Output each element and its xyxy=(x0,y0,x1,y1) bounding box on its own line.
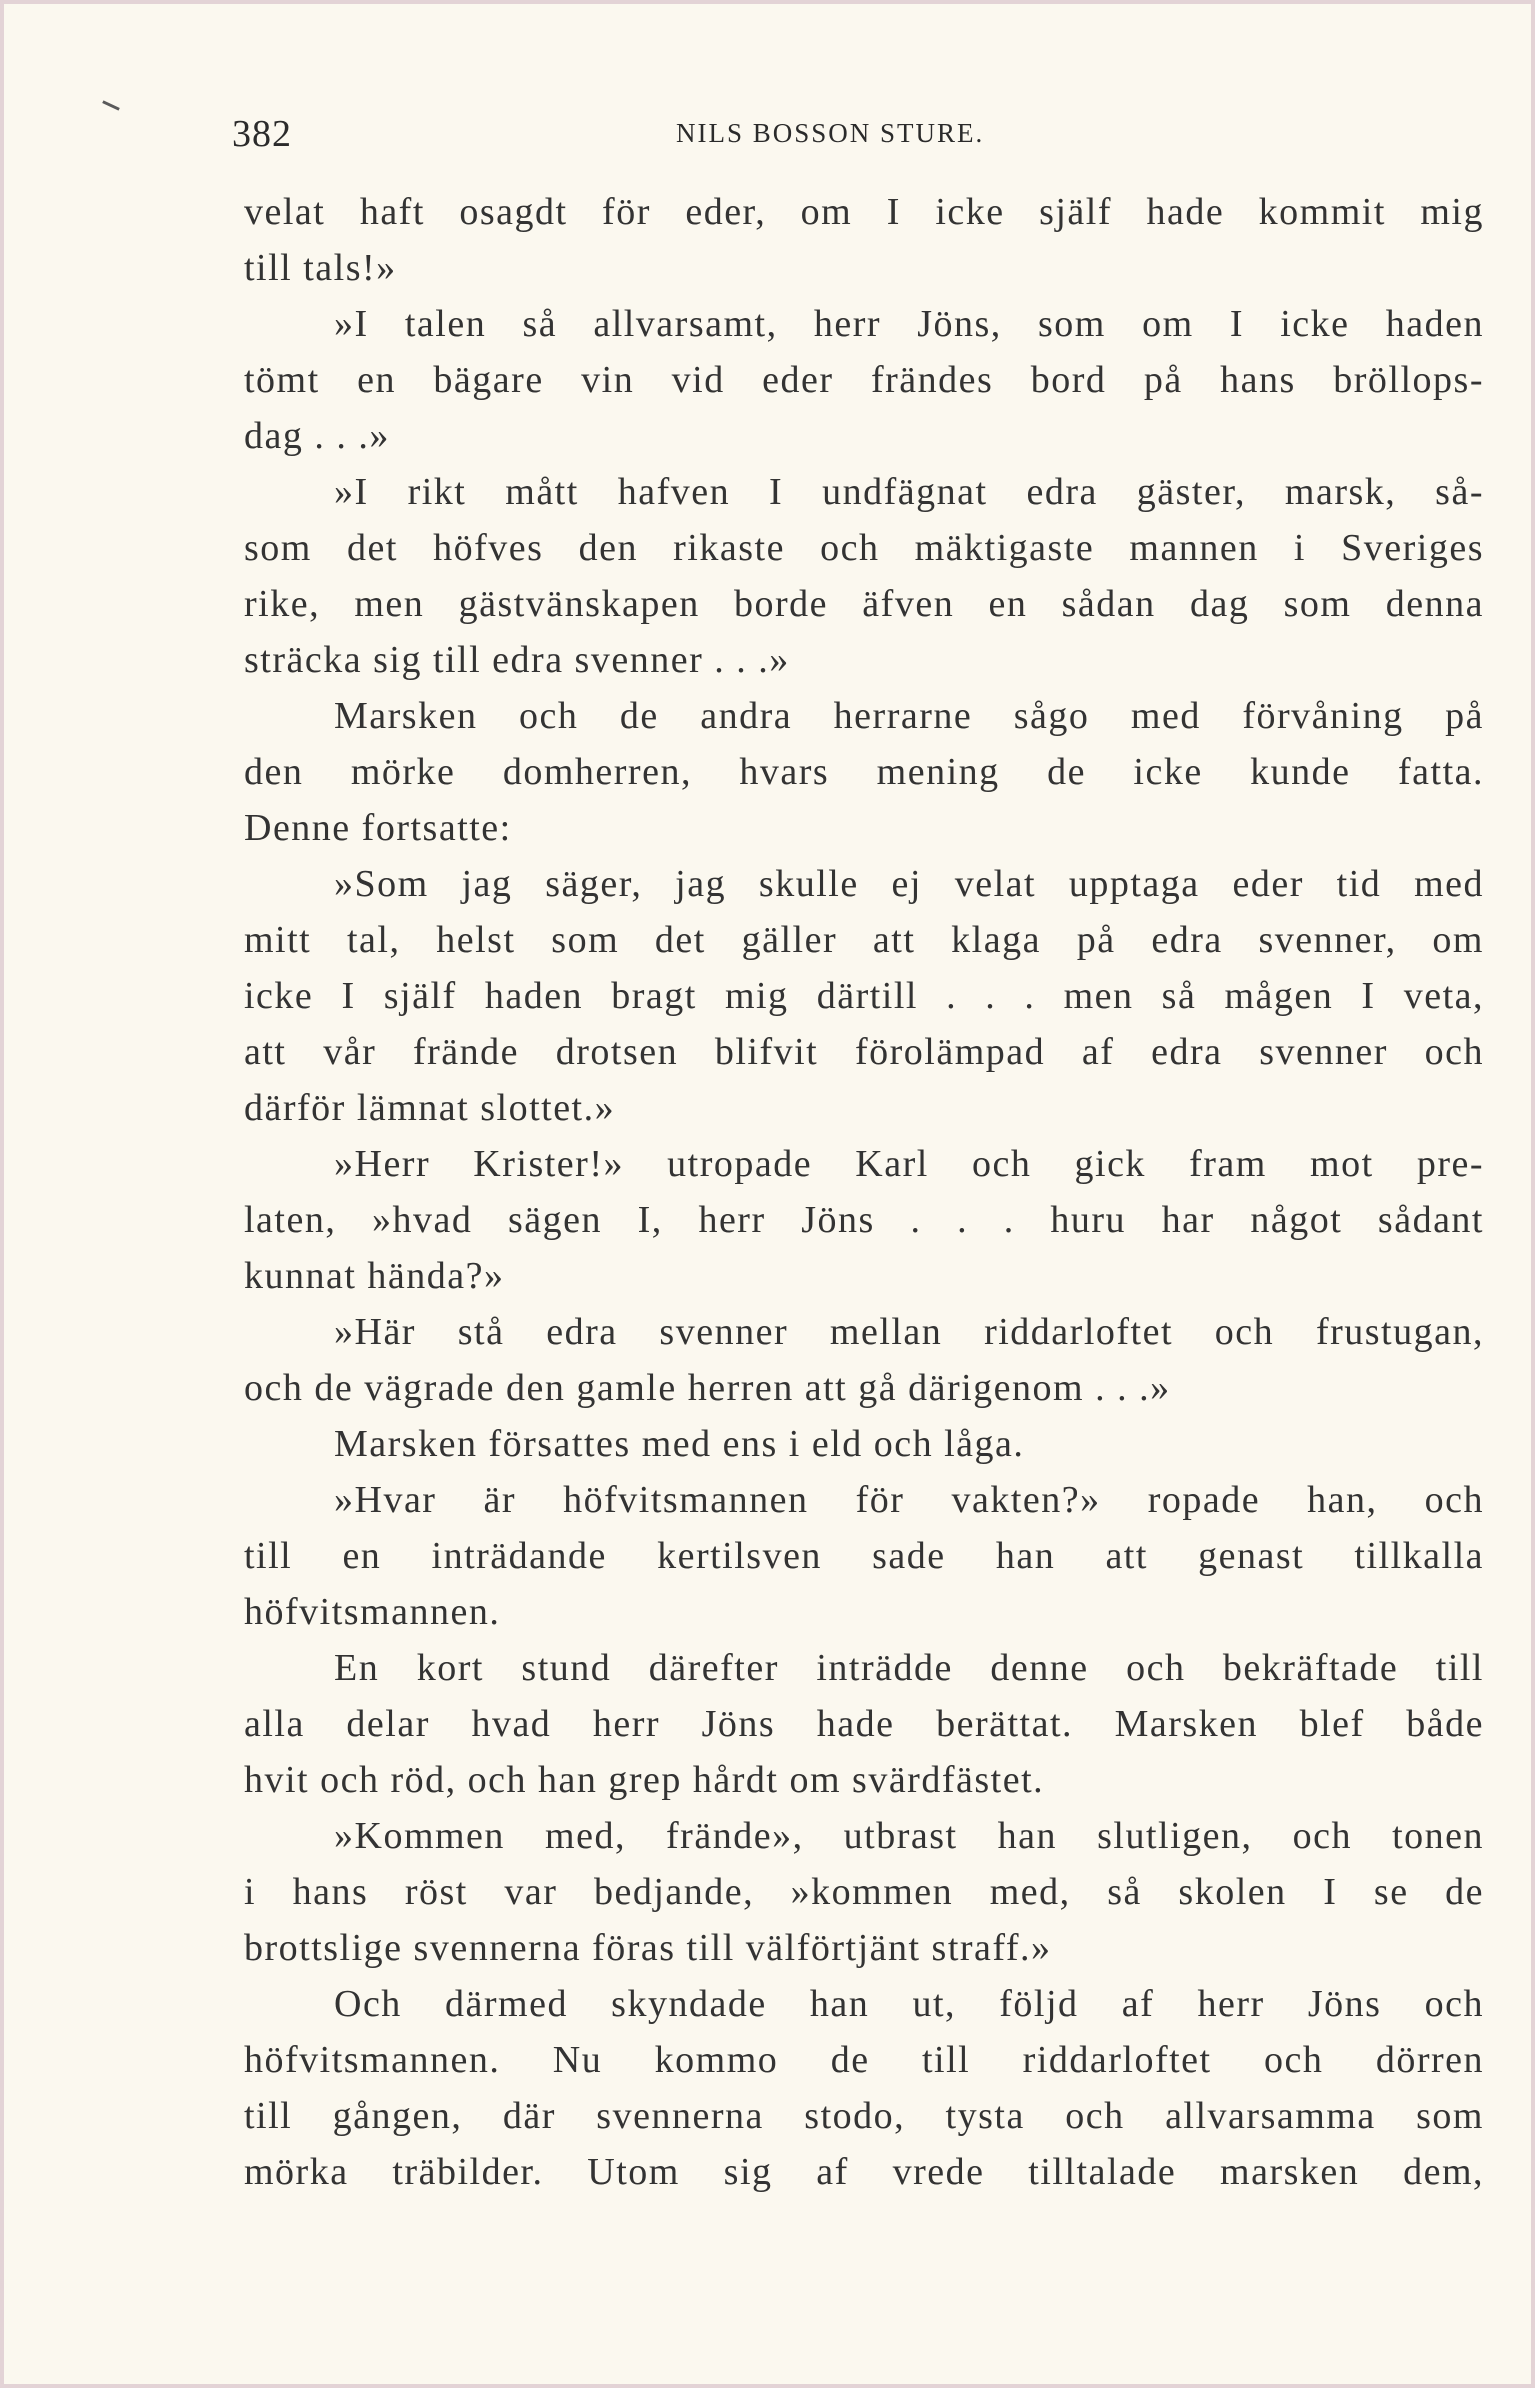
text-line: till tals!» xyxy=(244,247,397,289)
text-line: velat haft osagdt för eder, om I icke själf hade kommit mig xyxy=(244,191,1484,233)
text-line: »Hvar är höfvitsmannen för vakten?» ropade han, och xyxy=(334,1479,1484,1521)
text-line: icke I själf haden bragt mig därtill . . . men så mågen I veta, xyxy=(244,975,1484,1017)
text-line: Marsken försattes med ens i eld och låga. xyxy=(334,1423,1025,1465)
text-line: mitt tal, helst som det gäller att klaga på edra svenner, om xyxy=(244,919,1484,961)
text-line: »Kommen med, frände», utbrast han slutligen, och tonen xyxy=(334,1815,1484,1857)
text-line: därför lämnat slottet.» xyxy=(244,1087,616,1129)
text-line: sträcka sig till edra svenner . . .» xyxy=(244,639,790,681)
running-title: NILS BOSSON STURE. xyxy=(676,118,985,148)
text-line: höfvitsmannen. Nu kommo de till riddarloftet och dörren xyxy=(244,2039,1484,2081)
text-line: höfvitsmannen. xyxy=(244,1591,501,1633)
text-line: till gången, där svennerna stodo, tysta och allvarsamma som xyxy=(244,2095,1484,2137)
text-line: till en inträdande kertilsven sade han att genast tillkalla xyxy=(244,1535,1484,1577)
margin-mark xyxy=(102,100,120,110)
text-line: »Herr Krister!» utropade Karl och gick fram mot pre- xyxy=(334,1143,1484,1185)
text-line: alla delar hvad herr Jöns hade berättat. Marsken blef både xyxy=(244,1703,1484,1745)
text-line: brottslige svennerna föras till välförtjänt straff.» xyxy=(244,1927,1052,1969)
text-line: mörka träbilder. Utom sig af vrede tilltalade marsken dem, xyxy=(244,2151,1484,2193)
text-line: »Här stå edra svenner mellan riddarloftet och frustugan, xyxy=(334,1311,1484,1353)
text-line: som det höfves den rikaste och mäktigaste mannen i Sveriges xyxy=(244,527,1484,569)
text-line: och de vägrade den gamle herren att gå därigenom . . .» xyxy=(244,1367,1171,1409)
text-line: »I talen så allvarsamt, herr Jöns, som om I icke haden xyxy=(334,303,1484,345)
text-line: Och därmed skyndade han ut, följd af herr Jöns och xyxy=(334,1983,1484,2025)
text-line: hvit och röd, och han grep hårdt om svärdfästet. xyxy=(244,1759,1045,1801)
text-line: i hans röst var bedjande, »kommen med, så skolen I se de xyxy=(244,1871,1484,1913)
text-line: tömt en bägare vin vid eder frändes bord på hans bröllops- xyxy=(244,359,1484,401)
text-line: rike, men gästvänskapen borde äfven en sådan dag som denna xyxy=(244,583,1484,625)
text-line: Marsken och de andra herrarne sågo med förvåning på xyxy=(334,695,1484,737)
text-line: Denne fortsatte: xyxy=(244,807,512,849)
text-line: »I rikt mått hafven I undfägnat edra gäster, marsk, så- xyxy=(334,471,1484,513)
text-line: En kort stund därefter inträdde denne och bekräftade till xyxy=(334,1647,1484,1689)
text-line: den mörke domherren, hvars mening de icke kunde fatta. xyxy=(244,751,1484,793)
text-line: dag . . .» xyxy=(244,415,390,457)
text-line: »Som jag säger, jag skulle ej velat upptaga eder tid med xyxy=(334,863,1484,905)
page-number: 382 xyxy=(232,113,292,155)
text-line: kunnat hända?» xyxy=(244,1255,505,1297)
text-line: laten, »hvad sägen I, herr Jöns . . . huru har något sådant xyxy=(244,1199,1484,1241)
text-line: att vår frände drotsen blifvit förolämpad af edra svenner och xyxy=(244,1031,1484,1073)
